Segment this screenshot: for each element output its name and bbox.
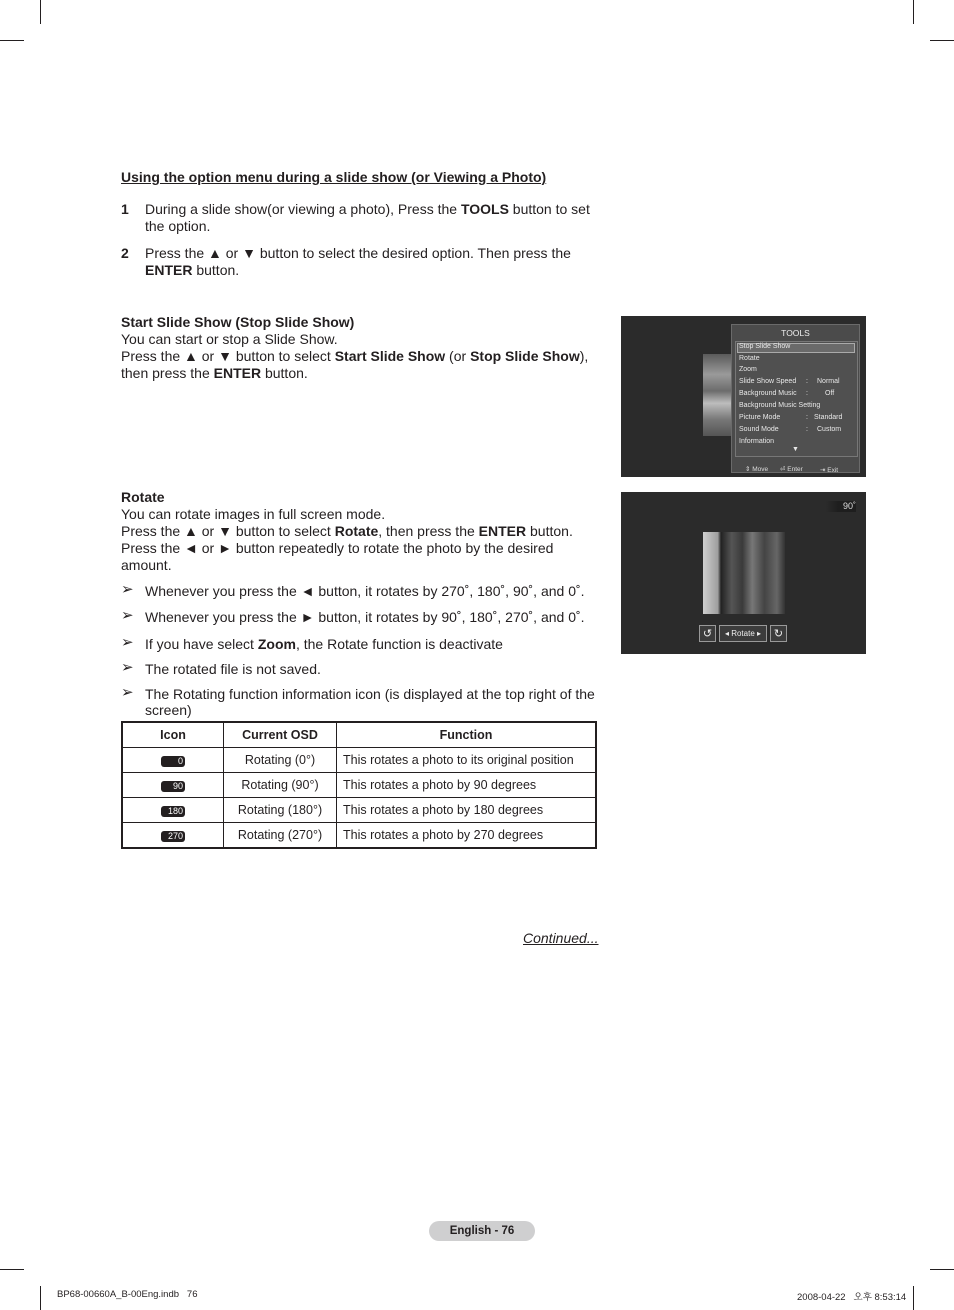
tools-item-sound-mode[interactable]: Sound Mode [739,426,779,433]
table-row [122,748,596,773]
print-footer-left: BP68-00660A_B-00Eng.indb 76 [57,1289,198,1300]
separator: : [806,414,808,421]
table-cell: Rotating (90°) [224,773,337,798]
crop-mark [40,0,41,24]
body-text: You can rotate images in full screen mode. [121,506,386,522]
crop-mark [0,40,24,41]
crop-mark [0,1269,24,1270]
step-number: 1 [121,201,129,217]
continued-link: Continued... [523,930,599,946]
step-text: Press the ▲ or ▼ button to select the desired option. Then press the ENTER button. [145,245,571,278]
start-slide-show-block [121,314,591,382]
table-cell-icon [122,798,224,823]
tools-item-picture-mode[interactable]: Picture Mode [739,414,781,421]
rotate-label: ◂ Rotate ▸ [719,625,767,642]
rotation-icon: 270 [161,831,185,842]
tools-item-background-music[interactable]: Background Music [739,390,797,397]
subsection-title: Rotate [121,489,165,505]
table-cell-icon [122,773,224,798]
crop-mark [930,1269,954,1270]
photo-thumbnail [703,354,733,436]
tools-title: TOOLS [781,328,810,338]
scroll-down-icon: ▼ [792,446,799,453]
table-cell: This rotates a photo by 180 degrees [337,798,597,823]
table-header: Current OSD [224,722,337,748]
table-row [122,823,596,849]
rotate-table [121,721,597,849]
crop-mark [913,1286,914,1310]
note-arrow-icon: ➢ [121,634,134,651]
rotation-icon: 90 [161,781,185,792]
rotate-screenshot [621,492,866,654]
table-cell-icon [122,748,224,773]
tools-list [735,341,858,457]
table-cell: This rotates a photo by 270 degrees [337,823,597,849]
rotate-left-icon[interactable]: ↺ [699,625,716,642]
exit-hint: ⇥ Exit [820,467,839,474]
rotation-icon: 180 [161,806,185,817]
tools-value-picture: Standard [814,414,843,421]
crop-mark [930,40,954,41]
body-text: Press the ◄ or ► button repeatedly to rotate the photo by the desired amount. [121,540,554,573]
body-text: Press the ▲ or ▼ button to select Rotate, then press the ENTER button. [121,523,573,539]
table-header: Icon [122,722,224,748]
body-text: then press the ENTER button. [121,365,308,381]
tools-item-zoom[interactable]: Zoom [739,366,757,373]
table-header-row [122,722,596,748]
page-number-pill: English - 76 [429,1221,535,1241]
table-row [122,798,596,823]
body-text: You can start or stop a Slide Show. [121,331,338,347]
rotate-control-bar [699,625,789,643]
tools-value-music: Off [825,390,835,397]
tools-menu-screenshot [621,316,866,477]
tools-value-speed: Normal [817,378,840,385]
rotate-right-icon[interactable]: ↻ [770,625,787,642]
tools-item-stop-slide-show[interactable]: Stop Slide Show [739,343,791,350]
note-arrow-icon: ➢ [121,659,134,676]
separator: : [806,378,808,385]
table-header: Function [337,722,597,748]
table-cell: Rotating (0°) [224,748,337,773]
print-footer-right: 2008-04-22 오후 8:53:14 [797,1292,907,1303]
move-hint: ⇕ Move [745,466,769,473]
table-cell: Rotating (180°) [224,798,337,823]
table-cell: This rotates a photo to its original position [337,748,597,773]
table-cell-icon [122,823,224,849]
section-heading: Using the option menu during a slide show (or Viewing a Photo) [121,169,547,185]
tools-item-slide-show-speed[interactable]: Slide Show Speed [739,378,797,385]
rotation-icon: 0 [161,756,185,767]
table-cell: Rotating (270°) [224,823,337,849]
table-cell: This rotates a photo by 90 degrees [337,773,597,798]
rotated-photo [703,532,785,614]
step-number: 2 [121,245,129,261]
tools-value-sound: Custom [817,426,842,433]
subsection-title: Start Slide Show (Stop Slide Show) [121,314,355,330]
rotation-badge: 90˚ [826,501,856,512]
body-text: Press the ▲ or ▼ button to select Start Slide Show (or Stop Slide Show), [121,348,589,364]
tools-item-information[interactable]: Information [739,438,775,445]
rotate-block [121,489,591,574]
note-arrow-icon: ➢ [121,607,134,624]
tools-item-background-music-setting[interactable]: Background Music Setting [739,402,821,409]
table-row [122,773,596,798]
tools-panel [731,324,860,473]
tools-item-rotate[interactable]: Rotate [739,355,760,362]
separator: : [806,426,808,433]
enter-hint: ⏎ Enter [780,466,803,473]
crop-mark [913,0,914,24]
crop-mark [40,1286,41,1310]
step-text: During a slide show(or viewing a photo), Press the TOOLS button to set the option. [145,201,590,234]
note-arrow-icon: ➢ [121,581,134,598]
separator: : [806,390,808,397]
note-arrow-icon: ➢ [121,684,134,701]
